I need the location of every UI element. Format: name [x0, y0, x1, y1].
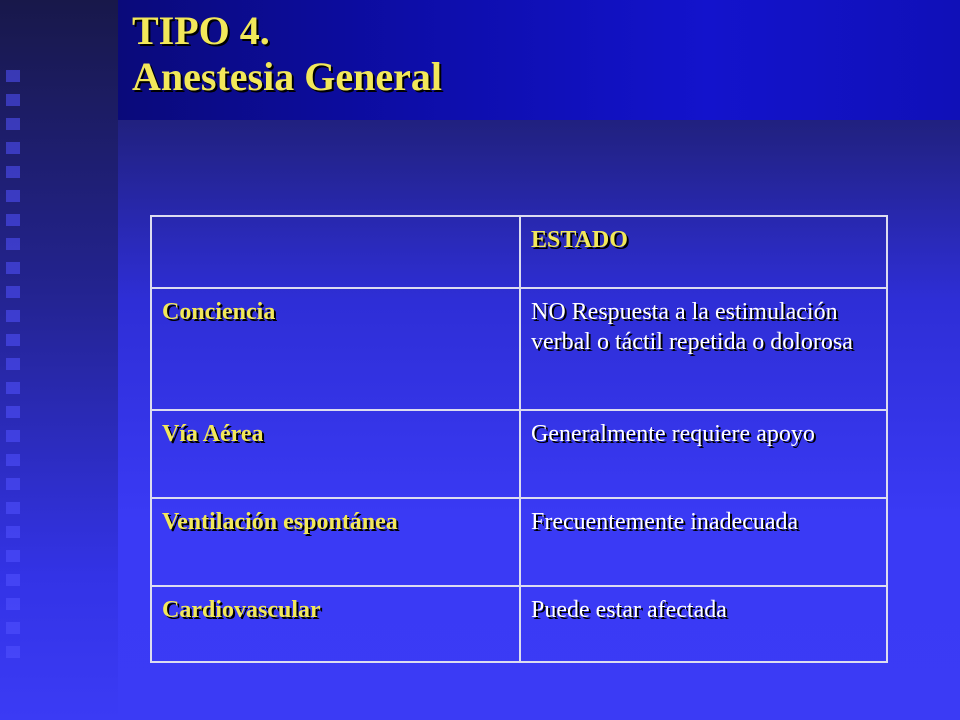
- table-row: [151, 586, 887, 662]
- decorative-square: [6, 574, 20, 586]
- decorative-square: [6, 430, 20, 442]
- decorative-square: [6, 286, 20, 298]
- decorative-square: [6, 118, 20, 130]
- row-value: NO Respuesta a la estimulación verbal o táctil repetida o dolorosa: [520, 288, 887, 410]
- decorative-square: [6, 262, 20, 274]
- title-line-1: TIPO 4.: [132, 8, 270, 53]
- decorative-square: [6, 526, 20, 538]
- decorative-square: [6, 214, 20, 226]
- decorative-square: [6, 382, 20, 394]
- decorative-square: [6, 238, 20, 250]
- decorative-square: [6, 406, 20, 418]
- row-value: Generalmente requiere apoyo: [520, 410, 887, 498]
- table-row: [151, 410, 887, 498]
- decorative-squares: [6, 70, 26, 710]
- table-row: [151, 498, 887, 586]
- header-estado-label: ESTADO: [531, 227, 628, 253]
- decorative-square: [6, 550, 20, 562]
- decorative-square: [6, 454, 20, 466]
- header-cell-estado: [520, 216, 887, 288]
- decorative-square: [6, 334, 20, 346]
- anesthesia-state-table: [150, 215, 888, 663]
- decorative-square: [6, 190, 20, 202]
- row-value: Puede estar afectada: [520, 586, 887, 662]
- decorative-square: [6, 310, 20, 322]
- table-row: [151, 288, 887, 410]
- decorative-square: [6, 142, 20, 154]
- row-label: Vía Aérea: [151, 410, 520, 498]
- decorative-square: [6, 598, 20, 610]
- decorative-square: [6, 646, 20, 658]
- decorative-square: [6, 166, 20, 178]
- decorative-square: [6, 70, 20, 82]
- slide-title: [132, 8, 442, 100]
- header-cell-empty: [151, 216, 520, 288]
- decorative-square: [6, 478, 20, 490]
- title-line-2: Anestesia General: [132, 54, 442, 99]
- decorative-square: [6, 502, 20, 514]
- row-label: Conciencia: [151, 288, 520, 410]
- row-label: Cardiovascular: [151, 586, 520, 662]
- row-value: Frecuentemente inadecuada: [520, 498, 887, 586]
- decorative-square: [6, 358, 20, 370]
- decorative-square: [6, 622, 20, 634]
- left-decorative-strip: [0, 0, 118, 720]
- table-header-row: [151, 216, 887, 288]
- row-label: Ventilación espontánea: [151, 498, 520, 586]
- decorative-square: [6, 94, 20, 106]
